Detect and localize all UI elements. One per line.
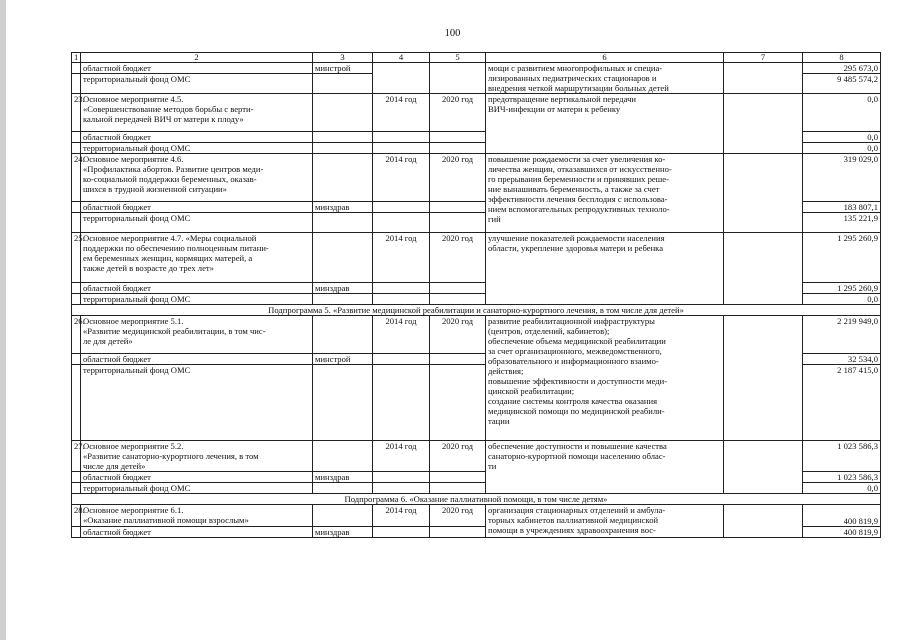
table-row [72,505,881,527]
end-year: 2020 год [430,441,486,472]
measure-name: Основное мероприятие 6.1. «Оказание паллиативной помощи взрослым» [81,505,313,527]
table-row [72,94,881,132]
amount: 1 295 260,9 [803,283,881,294]
expected-result: организация стационарных отделений и амбула- торных кабинетов паллиативной медицинской помощи в учреждениях здравоохранения вос- [486,505,724,538]
page-number: 100 [444,28,461,39]
header-cell: 6 [486,53,724,63]
funding-source: территориальный фонд ОМС [81,365,313,441]
start-year: 2014 год [373,441,430,472]
table-row [72,154,881,202]
start-year: 2014 год [373,94,430,132]
expected-result: улучшение показателей рождаемости населения области, укрепление здоровья матери и ребенка [486,233,724,305]
amount: 0,0 [803,132,881,143]
end-year: 2020 год [430,505,486,527]
executor: минстрой [313,354,373,365]
end-year: 2020 год [430,154,486,202]
funding-source: областной бюджет [81,63,313,74]
funding-source: территориальный фонд ОМС [81,74,313,94]
amount: 319 029,0 [803,154,881,202]
start-year: 2014 год [373,154,430,202]
start-year: 2014 год [373,316,430,354]
amount: 2 187 415,0 [803,365,881,441]
executor: минстрой [313,63,373,74]
subprogram-row [72,305,881,316]
table-row [72,63,881,74]
funding-source: территориальный фонд ОМС [81,213,313,233]
measure-name: Основное мероприятие 4.7. «Меры социальной поддержки по обеспечению полноценным питани- ем беременных женщин, кормящих матерей, а также детей в возрасте до трех лет» [81,233,313,283]
start-year: 2014 год [373,505,430,527]
funding-source: областной бюджет [81,527,313,538]
amount: 135 221,9 [803,213,881,233]
row-number: 28. [72,505,81,527]
amount: 1 023 586,3 [803,472,881,483]
row-number: 25. [72,233,81,283]
end-year: 2020 год [430,316,486,354]
program-table [71,52,881,538]
header-cell: 3 [313,53,373,63]
row-number: 26. [72,316,81,354]
expected-result: мощи с развитием многопрофильных и специа- лизированных педиатрических стационаров и внедрения четкой маршрутизации больных детей [486,63,724,94]
measure-name: Основное мероприятие 4.5. «Совершенствование методов борьбы с верти- кальной передачей ВИЧ от матери к плоду» [81,94,313,132]
table-row [72,316,881,354]
subprogram-title: Подпрограмма 5. «Развитие медицинской реабилитации и санаторно-курортного лечения, в том числе для детей» [72,305,881,316]
header-cell: 4 [373,53,430,63]
measure-name: Основное мероприятие 5.2. «Развитие санаторно-курортного лечения, в том числе для детей» [81,441,313,472]
header-cell: 7 [724,53,803,63]
funding-source: территориальный фонд ОМС [81,143,313,154]
amount: 0,0 [803,294,881,305]
amount: 0,0 [803,94,881,132]
amount: 2 219 949,0 [803,316,881,354]
subprogram-row [72,494,881,505]
funding-source: областной бюджет [81,132,313,143]
amount: 183 807,1 [803,202,881,213]
amount: 400 819,9 [803,505,881,527]
amount: 32 534,0 [803,354,881,365]
header-cell: 2 [81,53,313,63]
amount: 1 023 586,3 [803,441,881,472]
measure-name: Основное мероприятие 5.1. «Развитие медицинской реабилитации, в том чис- ле для детей» [81,316,313,354]
amount: 295 673,0 [803,63,881,74]
funding-source: территориальный фонд ОМС [81,483,313,494]
row-number: 27. [72,441,81,472]
expected-result: предотвращение вертикальной передачи ВИЧ-инфекции от матери к ребенку [486,94,724,154]
funding-source: областной бюджет [81,472,313,483]
funding-source: областной бюджет [81,283,313,294]
subprogram-title: Подпрограмма 6. «Оказание паллиативной помощи, в том числе детям» [72,494,881,505]
executor: минздрав [313,527,373,538]
header-cell: 8 [803,53,881,63]
header-cell: 5 [430,53,486,63]
row-number: 23. [72,94,81,132]
row-number: 24. [72,154,81,202]
amount: 9 485 574,2 [803,74,881,94]
amount: 400 819,9 [803,527,881,538]
executor: минздрав [313,202,373,213]
funding-source: областной бюджет [81,354,313,365]
header-row [72,53,881,63]
scan-edge-shadow [0,0,6,640]
executor: минздрав [313,472,373,483]
expected-result: развитие реабилитационной инфраструктуры (центров, отделений, кабинетов); обеспечение объема медицинской реабилитации за счет организационного, межведомственного, образовательного и информационного взаимо- действия; повышение эффективности и доступности меди- цинской реабилитации; создание системы контроля качества оказания медицинской помощи по медицинской реабили- тации [486,316,724,441]
expected-result: повышение рождаемости за счет увеличения ко- личества женщин, отказавшихся от искусственно- го прерывания беременности и принявших реше- ние вынашивать беременность, а также за счет эффективности лечения бесплодия с использова- нием вспомогательных репродуктивных техноло- гий [486,154,724,233]
start-year: 2014 год [373,233,430,283]
amount: 0,0 [803,483,881,494]
end-year: 2020 год [430,233,486,283]
expected-result: обеспечение доступности и повышение качества санаторно-курортной помощи населению облас- ти [486,441,724,494]
header-cell: 1 [72,53,81,63]
table-row [72,441,881,472]
executor: минздрав [313,283,373,294]
funding-source: областной бюджет [81,202,313,213]
table-row [72,233,881,283]
amount: 0,0 [803,143,881,154]
end-year: 2020 год [430,94,486,132]
measure-name: Основное мероприятие 4.6. «Профилактика абортов. Развитие центров меди- ко-социальной поддержки беременных, оказав- шихся в трудной жизненной ситуации» [81,154,313,202]
amount: 1 295 260,9 [803,233,881,283]
funding-source: территориальный фонд ОМС [81,294,313,305]
